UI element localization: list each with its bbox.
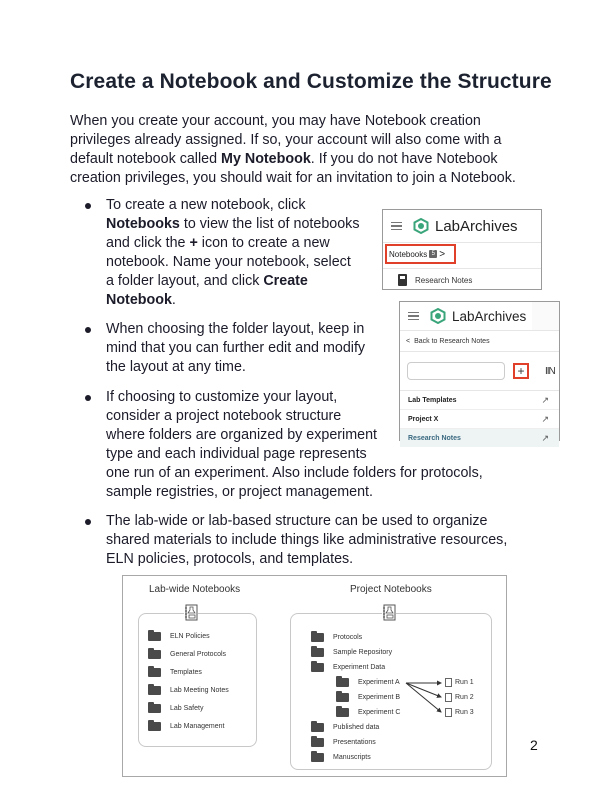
notebook-count-badge: 5 <box>429 250 437 258</box>
bullet-line: the layout at any time. <box>106 359 246 375</box>
bullet-line: mind that you can further edit and modify <box>106 340 366 356</box>
intro-text-end: . If you do not have Notebook creation privileges, you should wait for an invitation to join a Notebook. <box>70 151 516 186</box>
notebook-search-input[interactable] <box>407 362 505 380</box>
external-link-icon[interactable]: ↗ <box>541 413 549 424</box>
back-link-label: Back to Research Notes <box>414 337 490 345</box>
notebook-item-label: Research Notes <box>415 275 473 285</box>
run-page-item <box>445 678 474 687</box>
bullet-line <box>106 291 376 310</box>
page-icon <box>445 693 452 702</box>
folder-label: Presentations <box>333 739 376 746</box>
folder-label: Experiment Data <box>333 664 386 671</box>
page-icon <box>445 678 452 687</box>
app-header <box>400 302 559 331</box>
hamburger-menu-icon[interactable] <box>391 222 402 231</box>
folder-label: Lab Safety <box>170 705 204 712</box>
bullet-dot <box>85 203 91 209</box>
run-label: Run 2 <box>455 694 474 701</box>
folder-label: General Protocols <box>170 651 227 658</box>
brand-area <box>400 302 532 330</box>
bold-notebooks: Notebooks <box>106 216 180 232</box>
folder-label: Experiment B <box>358 694 401 701</box>
run-page-item <box>445 693 474 702</box>
folder-label: Templates <box>170 669 202 676</box>
run-page-item <box>445 708 474 717</box>
breadcrumb-label: Notebooks <box>389 249 428 259</box>
search-row <box>400 352 559 391</box>
screenshot-notebooks-breadcrumb <box>382 209 542 290</box>
bullet-line: one run of an experiment. Also include folders for protocols, <box>106 465 483 481</box>
notebook-list-item[interactable] <box>383 268 541 291</box>
folder-label: Protocols <box>333 634 363 641</box>
notebook-item-label: Lab Templates <box>408 396 457 404</box>
bullet-dot <box>85 395 91 401</box>
page-number: 2 <box>530 737 538 753</box>
page-title: Create a Notebook and Customize the Structure <box>70 70 552 93</box>
bullet-text: and click the <box>106 235 190 251</box>
bullet-line: consider a project notebook structure <box>106 408 342 424</box>
folder-label: Sample Repository <box>333 649 393 656</box>
notebooks-breadcrumb-button[interactable] <box>385 244 456 264</box>
bullet-text: . <box>171 292 176 308</box>
external-link-icon[interactable]: ↗ <box>541 394 549 405</box>
folder-label: Lab Management <box>170 723 225 730</box>
notebook-structure-diagram <box>122 575 507 777</box>
notebook-item-lab-templates[interactable] <box>400 391 559 410</box>
notebook-item-label: Research Notes <box>408 434 461 442</box>
folder-label: Manuscripts <box>333 754 371 761</box>
bullet-folder-layout <box>106 320 396 377</box>
folder-label: Published data <box>333 724 380 731</box>
screenshot-notebook-list <box>399 301 560 441</box>
bullet-line: To create a new notebook, click <box>106 197 306 213</box>
intro-paragraph <box>70 112 540 188</box>
bullet-lab-wide-structure <box>106 512 536 569</box>
bullet-line <box>106 234 376 253</box>
project-title: Project Notebooks <box>350 584 432 595</box>
labarchives-logo-icon <box>430 308 446 324</box>
bullet-line <box>106 215 376 234</box>
back-link[interactable] <box>400 331 559 352</box>
bullet-line: sample registries, or project management. <box>106 484 373 500</box>
page-icon <box>445 708 452 717</box>
folder-label: Experiment C <box>358 709 401 716</box>
bullet-line: type and each individual page represents <box>106 446 367 462</box>
intro-text: When you create your account, you may have Notebook creation privileges already assigned. If so, your account will also come with a default notebook called <box>70 113 502 167</box>
brand-name: LabArchives <box>452 308 527 324</box>
bullet-line: ELN policies, protocols, and templates. <box>106 551 354 567</box>
labarchives-logo-icon <box>413 218 429 234</box>
bullet-line: notebook. Name your notebook, select <box>106 254 351 270</box>
bullet-text: icon to create a new <box>197 235 330 251</box>
bullet-line: The lab-wide or lab-based structure can be used to organize <box>106 513 488 529</box>
run-label: Run 1 <box>455 679 474 686</box>
bullet-text: to view the list of notebooks <box>179 216 360 232</box>
bold-notebook: Notebook <box>106 292 172 308</box>
bold-create: Create <box>263 273 308 289</box>
brand-name: LabArchives <box>435 217 518 235</box>
add-notebook-button[interactable]: + <box>513 363 529 379</box>
notebook-icon <box>398 274 407 286</box>
bullet-line: If choosing to customize your layout, <box>106 389 338 405</box>
external-link-icon[interactable]: ↗ <box>541 432 549 443</box>
folder-label: Experiment A <box>358 679 400 686</box>
folder-label: Lab Meeting Notes <box>170 687 229 694</box>
bullet-create-notebook <box>106 196 376 310</box>
bullet-text: a folder layout, and click <box>106 273 264 289</box>
notebook-item-project-x[interactable] <box>400 410 559 429</box>
hamburger-menu-icon[interactable] <box>408 312 419 321</box>
bullet-line: where folders are organized by experiment <box>106 427 377 443</box>
library-icon[interactable]: IIN <box>545 365 555 377</box>
chevron-left-icon: < <box>406 337 411 345</box>
intro-bold-my-notebook: My Notebook <box>221 151 311 167</box>
notebook-item-research-notes[interactable] <box>400 429 559 447</box>
bullet-line: shared materials to include things like administrative resources, <box>106 532 508 548</box>
notebook-item-label: Project X <box>408 415 439 423</box>
chevron-right-icon: > <box>439 248 446 260</box>
bullet-dot <box>85 327 91 333</box>
folder-label: ELN Policies <box>170 633 210 640</box>
app-header <box>383 210 541 243</box>
bold-plus: + <box>189 235 198 251</box>
run-arrows <box>123 576 508 778</box>
bullet-dot <box>85 519 91 525</box>
lab-wide-title: Lab-wide Notebooks <box>149 584 241 595</box>
bullet-line <box>106 272 376 291</box>
run-label: Run 3 <box>455 709 474 716</box>
bullet-line: When choosing the folder layout, keep in <box>106 321 365 337</box>
